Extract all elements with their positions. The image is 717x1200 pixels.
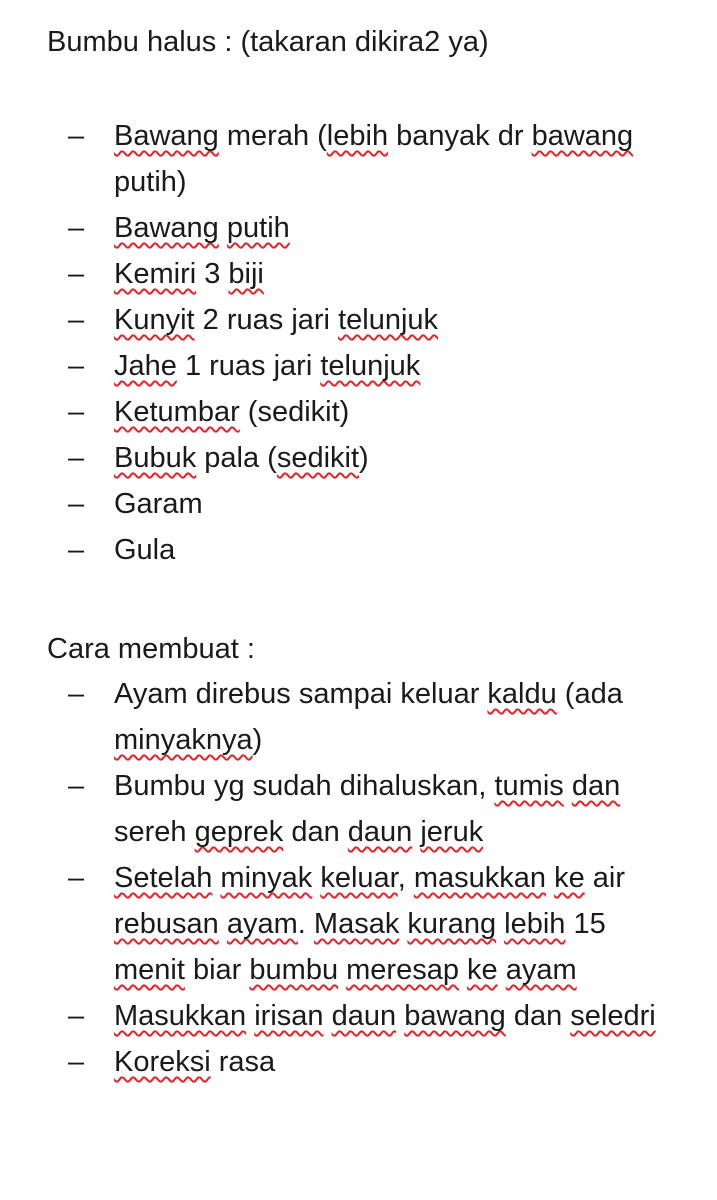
- text-segment: Bumbu yg sudah dihaluskan,: [114, 770, 495, 802]
- text-segment: [219, 908, 227, 940]
- list-item: [0, 855, 717, 993]
- text-segment: ,: [397, 862, 414, 894]
- spellcheck-word[interactable]: ke: [467, 954, 498, 986]
- text-segment: [459, 954, 467, 986]
- text-segment: 1 ruas jari: [176, 350, 321, 382]
- text-segment: sereh: [114, 816, 195, 848]
- dash-bullet: –: [68, 350, 85, 382]
- spellcheck-word[interactable]: Kunyit: [114, 304, 195, 336]
- list-item: [0, 343, 717, 389]
- spellcheck-word[interactable]: Setelah: [114, 862, 213, 894]
- text-segment: [564, 770, 572, 802]
- text-segment: [219, 212, 227, 244]
- text-segment: [324, 1000, 332, 1032]
- text-segment: biar: [184, 954, 250, 986]
- cara-membuat-heading: Cara membuat :: [47, 633, 255, 665]
- spellcheck-word[interactable]: Bawang: [114, 212, 219, 244]
- dash-bullet: –: [68, 678, 85, 710]
- spellcheck-word[interactable]: daun: [331, 1000, 397, 1032]
- spellcheck-word[interactable]: Koreksi: [114, 1046, 211, 1078]
- spellcheck-word[interactable]: irisan: [254, 1000, 324, 1032]
- list-item: [0, 1039, 717, 1085]
- bumbu-halus-heading: Bumbu halus : (takaran dikira2 ya): [47, 26, 489, 58]
- list-item: [0, 527, 717, 573]
- spellcheck-word[interactable]: lebih: [326, 120, 389, 152]
- dash-bullet: –: [68, 1046, 85, 1078]
- spellcheck-word[interactable]: Ketumbar: [114, 396, 240, 428]
- text-segment: 15: [565, 908, 606, 940]
- spellcheck-word[interactable]: sedikit: [276, 442, 360, 474]
- list-item: [0, 251, 717, 297]
- text-segment: banyak dr: [388, 120, 532, 152]
- text-segment: 3: [196, 258, 229, 290]
- spellcheck-word[interactable]: kaldu: [487, 678, 557, 710]
- dash-bullet: –: [68, 212, 85, 244]
- text-segment: Gula: [114, 534, 176, 566]
- text-segment: dan: [283, 816, 348, 848]
- spellcheck-word[interactable]: telunjuk: [338, 304, 439, 336]
- spellcheck-word[interactable]: Masak: [313, 908, 400, 940]
- list-item: [0, 671, 717, 763]
- text-segment: Garam: [114, 488, 203, 520]
- text-segment: pala (: [196, 442, 277, 474]
- dash-bullet: –: [68, 534, 85, 566]
- cara-membuat-list: [0, 671, 717, 1085]
- list-item: [0, 113, 717, 205]
- spellcheck-word[interactable]: minyaknya: [114, 724, 253, 756]
- spellcheck-word[interactable]: ayam: [226, 908, 298, 940]
- spellcheck-word[interactable]: Kemiri: [114, 258, 197, 290]
- spellcheck-word[interactable]: ayam: [505, 954, 577, 986]
- text-segment: air: [584, 862, 626, 894]
- spellcheck-word[interactable]: menit: [114, 954, 185, 986]
- dash-bullet: –: [68, 304, 85, 336]
- dash-bullet: –: [68, 258, 85, 290]
- text-segment: dan: [505, 1000, 571, 1032]
- text-segment: (sedikit): [239, 396, 350, 428]
- bumbu-halus-list: [0, 113, 717, 573]
- spellcheck-word[interactable]: Bawang: [114, 120, 219, 152]
- spellcheck-word[interactable]: seledri: [570, 1000, 656, 1032]
- spellcheck-word[interactable]: biji: [228, 258, 264, 290]
- spellcheck-word[interactable]: lebih: [504, 908, 566, 940]
- dash-bullet: –: [68, 396, 85, 428]
- dash-bullet: –: [68, 770, 85, 802]
- text-segment: [498, 954, 506, 986]
- dash-bullet: –: [68, 442, 85, 474]
- text-segment: Ayam direbus sampai keluar: [114, 678, 488, 710]
- spellcheck-word[interactable]: meresap: [346, 954, 459, 986]
- spellcheck-word[interactable]: masukkan: [413, 862, 547, 894]
- list-item: [0, 993, 717, 1039]
- spellcheck-word[interactable]: bawang: [404, 1000, 506, 1032]
- spellcheck-word[interactable]: jeruk: [420, 816, 484, 848]
- text-segment: [338, 954, 346, 986]
- spellcheck-word[interactable]: daun: [347, 816, 413, 848]
- text-segment: 2 ruas jari: [194, 304, 339, 336]
- spellcheck-word[interactable]: geprek: [194, 816, 284, 848]
- spellcheck-word[interactable]: Bubuk: [114, 442, 197, 474]
- spellcheck-word[interactable]: tumis: [494, 770, 564, 802]
- spellcheck-word[interactable]: minyak: [220, 862, 313, 894]
- list-item: [0, 205, 717, 251]
- spellcheck-word[interactable]: rebusan: [114, 908, 219, 940]
- text-segment: [546, 862, 554, 894]
- list-item: [0, 435, 717, 481]
- text-segment: rasa: [210, 1046, 276, 1078]
- text-segment: (ada: [556, 678, 623, 710]
- list-item: [0, 763, 717, 855]
- dash-bullet: –: [68, 862, 85, 894]
- spellcheck-word[interactable]: dan: [571, 770, 621, 802]
- spellcheck-word[interactable]: ke: [554, 862, 585, 894]
- spellcheck-word[interactable]: putih: [226, 212, 290, 244]
- spellcheck-word[interactable]: bawang: [531, 120, 634, 152]
- text-segment: .: [297, 908, 314, 940]
- text-segment: [496, 908, 504, 940]
- list-item: [0, 297, 717, 343]
- dash-bullet: –: [68, 488, 85, 520]
- spellcheck-word[interactable]: Masukkan: [114, 1000, 247, 1032]
- spellcheck-word[interactable]: bumbu: [249, 954, 339, 986]
- dash-bullet: –: [68, 120, 85, 152]
- dash-bullet: –: [68, 1000, 85, 1032]
- text-segment: merah (: [218, 120, 327, 152]
- spellcheck-word[interactable]: Jahe: [114, 350, 177, 382]
- text-segment: ): [359, 442, 369, 474]
- spellcheck-word[interactable]: telunjuk: [320, 350, 421, 382]
- spellcheck-word[interactable]: keluar: [320, 862, 398, 894]
- text-segment: ): [252, 724, 263, 756]
- text-segment: [396, 1000, 404, 1032]
- spellcheck-word[interactable]: kurang: [407, 908, 497, 940]
- list-item: [0, 389, 717, 435]
- text-segment: putih): [114, 166, 187, 198]
- list-item: [0, 481, 717, 527]
